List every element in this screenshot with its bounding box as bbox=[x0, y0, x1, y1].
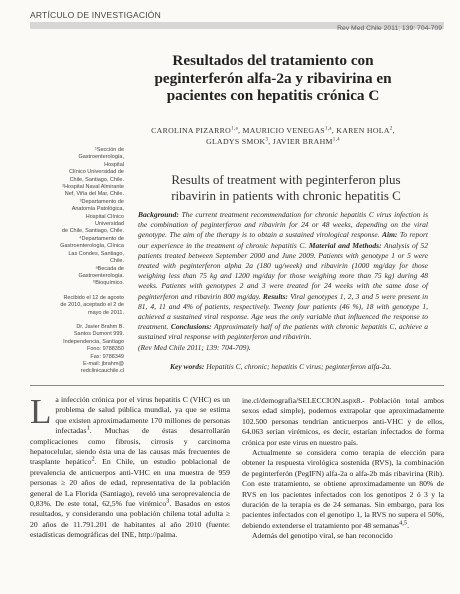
section-label: ARTÍCULO DE INVESTIGACIÓN bbox=[30, 10, 161, 20]
affiliation-line: Las Condes, Santiago, bbox=[68, 250, 124, 257]
drop-cap: L bbox=[30, 392, 52, 431]
article-title-english bbox=[146, 172, 426, 203]
article-title-spanish bbox=[118, 52, 428, 105]
body-text: . Basados en estos resultados, y considerando una población chilena total adulta ≥ 20 años de 11.791.201 de habitantes al año 2010 (fuente: estadísticas demográficas del INE, http://palma. bbox=[30, 499, 230, 540]
author-separator: , bbox=[392, 126, 395, 135]
author-separator: , bbox=[238, 126, 243, 135]
title-line: Results of treatment with peginterferon plus bbox=[171, 172, 401, 187]
affiliation-line: ³Departamento de bbox=[79, 198, 124, 205]
background-label: Background: bbox=[138, 210, 179, 219]
methods-text: Analysis of 52 patients treated between September 2000 and June 2009. Patients with genotype 1 or 5 were treated with peginterferon alpha 2a (180 ug/week) and ribavirin (1000 mg/day for those weighing less than 75 kg and 1200 mg/day for those weighing more than 75 kg) during 48 weeks. Patients with genotypes 2 and 3 were treated for 24 weeks with the same dose of peginterferon and ribavirin 800 mg/day. bbox=[138, 240, 428, 301]
body-paragraph bbox=[30, 392, 230, 541]
author-name: GLADYS SMOK bbox=[206, 137, 266, 146]
author-list bbox=[118, 125, 428, 147]
received-dates bbox=[58, 295, 124, 317]
author-name: CAROLINA PIZARRO bbox=[151, 126, 232, 135]
correspondence-line: E-mail: jbrahm@ bbox=[82, 360, 124, 367]
author-affiliation-mark: 2 bbox=[389, 126, 393, 132]
body-text: a infección crónica por el virus hepatitis C (VHC) es un problema de salud pública mundial, ya que se estima que existen aproximadamente 170 millones de personas infectadas bbox=[55, 395, 230, 436]
body-paragraph bbox=[242, 448, 444, 531]
reference-number: 2 bbox=[91, 455, 95, 463]
author-separator: , bbox=[331, 126, 337, 135]
reference-number: 4,5 bbox=[399, 519, 408, 527]
background-text: The current treatment recommendation for chronic hepatitis C virus infection is the combination of peginterferon and ribavirin for 24 or 48 weeks, depending on the viral genotype. The aim of the therapy is to obtain a sustained virological response. bbox=[138, 210, 428, 240]
results-label: Results: bbox=[262, 291, 288, 301]
affiliation-line: ²Hospital Naval Almirante bbox=[62, 184, 124, 191]
affiliation-line: ᵇBioquímico. bbox=[93, 280, 124, 287]
journal-reference: Rev Med Chile 2011; 139: 704-709 bbox=[337, 25, 442, 32]
abstract bbox=[138, 210, 428, 353]
author-affiliation-mark: 3 bbox=[265, 137, 269, 143]
body-text: Actualmente se considera como terapia de elección para obtener la respuesta virológica sostenida (RVS), la combinación de peginterferón (PegIFN) alfa-2a o alfa-2b más ribavirina (Rib). Con este tratamiento, se obtiene aproximadamente un 80% de RVS en los pacientes infectados con los genotipos 2 ó 3 y la duración de la terapia es de 24 semanas. Sin embargo, para los pacientes infectados con el genotipo 1, la RVS no supera el 50%, debiendo extenderse el tratamiento por 48 semanas bbox=[242, 448, 444, 530]
reference-number: 1 bbox=[86, 424, 90, 432]
title-line: Resultados del tratamiento con bbox=[172, 52, 374, 69]
body-column-right bbox=[242, 396, 444, 542]
keywords bbox=[170, 362, 430, 371]
methods-label: Material and Methods: bbox=[308, 240, 382, 250]
affiliation-line: Gastroenterología, Clínica bbox=[60, 243, 124, 250]
affiliations bbox=[58, 147, 124, 288]
correspondence-line: Santos Dumont 999. bbox=[73, 331, 124, 338]
body-paragraph: ine.cl/demografia/SELECCION.aspx8.- Población total ambos sexos edad simple), podemos extrapolar que aproximadamente 102.500 personas tendrían anticuerpos anti-VHC y de ellos, 64.063 serían virémicos, es decir, estarían infectados de forma crónica por este virus en nuestro país. bbox=[242, 396, 444, 447]
author-separator: , bbox=[268, 137, 273, 146]
affiliation-line: ᵃBecada de bbox=[95, 265, 124, 272]
results-text: Viral genotypes 1, 2, 3 and 5 were present in 81, 4, 11 and 4% of patients, respectively. Twenty four patients (46 %), 18 with genotype 1, achieved a sustained viral response. Age was the only variable that influenced the response to treatment. bbox=[138, 291, 428, 332]
author-affiliation-mark: 1,a bbox=[231, 126, 238, 132]
aim-label: Aim: bbox=[381, 230, 398, 240]
title-line: pacientes con hepatitis crónica C bbox=[166, 87, 380, 104]
keywords-label: Key words: bbox=[170, 362, 205, 371]
correspondence-line: redclinicauchile.cl bbox=[80, 368, 124, 375]
affiliation-line: Nef, Viña del Mar, Chile. bbox=[64, 191, 124, 198]
correspondence-line: Fax: 9788349 bbox=[90, 353, 124, 360]
title-line: peginterferón alfa-2a y ribavirina en bbox=[154, 69, 392, 87]
affiliation-line: Anatomía Patológica, bbox=[71, 206, 124, 213]
sidebar-notes bbox=[58, 147, 124, 376]
correspondence-line: Dr. Javier Brahm B. bbox=[76, 323, 124, 330]
correspondence-line: Fono: 9788350 bbox=[86, 346, 124, 353]
affiliation-line: Clínico Universidad de bbox=[68, 169, 124, 176]
conclusions-label: Conclusions: bbox=[170, 322, 212, 332]
correspondence-line: Independencia, Santiago bbox=[63, 338, 124, 345]
conclusions-text: Approximately half of the patients with chronic hepatitis C, achieve a sustained viral response with peginterferon and ribavirin. bbox=[138, 322, 428, 342]
author-affiliation-mark: 1,a bbox=[324, 126, 332, 132]
keywords-text: Hepatitis C, chronic; hepatitis C virus; peginterferon alfa-2a. bbox=[204, 362, 392, 371]
affiliation-line: de Chile, Santiago, Chile. bbox=[61, 228, 124, 235]
affiliation-line: Gastroenterología, Hospital bbox=[78, 154, 124, 168]
affiliation-line: Chile, Santiago, Chile. bbox=[69, 176, 124, 183]
received-line: de 2010, aceptado el 2 de bbox=[60, 302, 124, 309]
body-text: . Muchas de éstas desarrollarán complicaciones como fibrosis, cirrosis y carcinoma hepatocelular, siendo ésta una de las causas más frecuentes de trasplante hepático bbox=[30, 426, 230, 467]
author-name: MAURICIO VENEGAS bbox=[242, 126, 325, 135]
section-divider bbox=[30, 385, 444, 386]
body-column-left bbox=[30, 392, 230, 541]
body-text: . En Chile, un estudio poblacional de prevalencia de anticuerpos anti-VHC en una muestra de 959 personas ≥ 20 años de edad, representativa de la población general de La Florida (Santiago), reveló una seroprevalencia de 0,83%. De este total, 62,5% fue virémico bbox=[30, 457, 230, 509]
correspondence bbox=[58, 324, 124, 376]
affiliation-line: Chile. bbox=[109, 258, 124, 265]
affiliation-line: Gastroenterología. bbox=[78, 272, 124, 279]
affiliation-line: ¹Sección de bbox=[94, 147, 124, 153]
author-name: KAREN HOLA bbox=[336, 126, 390, 135]
body-text: . bbox=[407, 520, 410, 530]
affiliation-line: Hospital Clínico Universidad bbox=[85, 213, 124, 228]
received-line: Recibido el 12 de agosto bbox=[63, 294, 124, 301]
author-name: JAVIER BRAHM bbox=[272, 137, 333, 146]
affiliation-line: ⁴Departamento de bbox=[79, 235, 124, 242]
body-paragraph: Además del genotipo viral, se han reconocido bbox=[252, 531, 393, 541]
abstract-citation: (Rev Med Chile 2011; 139: 704-709). bbox=[138, 342, 251, 352]
aim-text: To report our experience in the treatment of chronic hepatitis C. bbox=[138, 230, 428, 250]
reference-number: 3 bbox=[166, 497, 170, 505]
title-line: ribavirin in patients with chronic hepatitis C bbox=[171, 187, 401, 203]
received-line: mayo de 2011. bbox=[88, 309, 124, 316]
author-affiliation-mark: 1,4 bbox=[332, 137, 340, 143]
